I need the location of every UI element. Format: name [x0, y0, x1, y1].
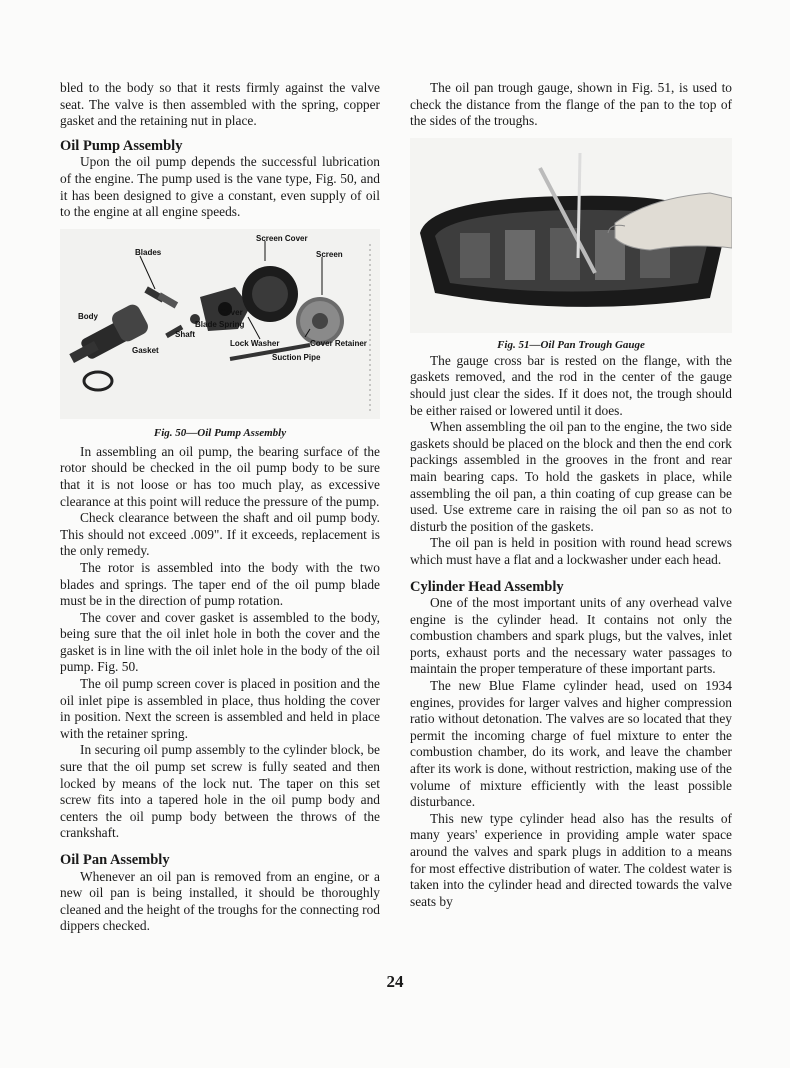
label-lock-washer: Lock Washer	[230, 338, 280, 348]
oil-pump-paragraph: The rotor is assembled into the body with the two blades and springs. The taper end of the oil pump blade must be in the direction of pump rotation.	[60, 559, 380, 609]
figure-50-caption: Fig. 50—Oil Pump Assembly	[153, 426, 287, 439]
figure-51-caption: Fig. 51—Oil Pan Trough Gauge	[497, 338, 645, 351]
oil-pump-paragraph: In assembling an oil pump, the bearing surface of the rotor should be checked in the oil pump body to be sure that it is not loose or has too much play, as excessive clearance at this point will reduce the pressure of the pump.	[60, 443, 380, 509]
oil-pan-paragraph: The oil pan trough gauge, shown in Fig. 51, is used to check the distance from the flange of the pan to the top of the sides of the troughs.	[410, 80, 732, 129]
label-screen: Screen	[316, 249, 343, 259]
cylinder-head-paragraph: One of the most important units of any overhead valve engine is the cylinder head. It contains not only the combustion chambers and spark plugs, but the valves, inlet ports, exhaust ports and the necessary water passages to maintain the proper temperature of these important parts.	[410, 595, 732, 677]
page-number: 24	[386, 972, 404, 991]
oil-pump-paragraph: In securing oil pump assembly to the cylinder block, be sure that the oil pump set screw is fully seated and then locked by means of the lock nut. The taper on this set screw fits into a tapered hole in the oil pump body and centers the oil pump body between the throws of the crankshaft.	[60, 742, 380, 841]
label-blades: Blades	[135, 247, 162, 257]
cylinder-head-paragraph: The new Blue Flame cylinder head, used on 1934 engines, provides for larger valves and higher compression ratio without detonation. The valves are so located that they permit the incoming charge of fuel mixture to enter the combustion chamber, do its work, and leave the chamber after its work is done, without restriction, making use of the volume of mixture efficiently with the least possible disturbance.	[410, 678, 732, 810]
oil-pan-heading: Oil Pan Assembly	[60, 852, 170, 868]
cylinder-head-heading: Cylinder Head Assembly	[410, 578, 564, 595]
oil-pump-paragraph: The oil pump screen cover is placed in position and the oil inlet pipe is assembled in place, thus holding the cover in position. Next the screen is assembled and held in place with the retainer spring.	[60, 676, 380, 741]
label-gasket: Gasket	[132, 345, 159, 355]
oil-pan-paragraph: The gauge cross bar is rested on the flange, with the gaskets removed, and the rod in the center of the gauge should just clear the sides. If it does not, the trough should be either raised or lowered until it does.	[410, 352, 732, 418]
cylinder-head-paragraph: This new type cylinder head also has the results of many years' experience in providing ample water space around the valves and spark plugs in addition to a means for most effective distribution of water. The coldest water is taken into the cylinder head and directed towards the valve seats by	[410, 810, 732, 909]
label-cover: Cover	[220, 307, 243, 317]
oil-pan-paragraph: Whenever an oil pan is removed from an engine, or a new oil pan is being installed, it should be thoroughly cleaned and the height of the troughs for the connecting rod dippers checked.	[60, 868, 380, 934]
figure-51-trough-gauge	[410, 138, 732, 353]
label-body: Body	[78, 311, 98, 321]
oil-pump-paragraph: The cover and cover gasket is assembled to the body, being sure that the oil inlet hole in both the cover and the gasket is in line with the oil inlet hole in the body of the oil pump. Fig. 50.	[60, 609, 380, 675]
oil-pan-paragraph: When assembling the oil pan to the engine, the two side gaskets should be placed on the block and then the end cork packings assembled in the grooves in the front and rear main bearing caps. To hold the gaskets in place, while assembling the oil pan, a thin coating of cup grease can be used. Use extreme care in raising the oil pan so as not to disturb the position of the gaskets.	[410, 419, 732, 534]
oil-pan-paragraph: The oil pan is held in position with round head screws which must have a flat and a lockwasher under each head.	[410, 535, 732, 567]
oil-pump-heading: Oil Pump Assembly	[60, 137, 183, 154]
left-column	[60, 80, 380, 935]
label-cover-retainer: Cover Retainer	[310, 338, 367, 348]
oil-pan-trough-gauge-photo	[410, 138, 732, 333]
oil-pump-paragraph: Check clearance between the shaft and oil pump body. This should not exceed .009". If it exceeds, replacement is the only remedy.	[60, 510, 380, 559]
label-screen-cover: Screen Cover	[256, 233, 308, 243]
label-suction-pipe: Suction Pipe	[272, 352, 321, 362]
right-column	[410, 80, 732, 910]
figure-50-oil-pump	[60, 229, 380, 444]
intro-paragraph: bled to the body so that it rests firmly against the valve seat. The valve is then assembled with the spring, copper gasket and the retaining nut in place.	[60, 80, 380, 129]
label-shaft: Shaft	[175, 329, 195, 339]
oil-pump-paragraph: Upon the oil pump depends the successful lubrication of the engine. The pump used is the vane type, Fig. 50, and it has been designed to give a constant, even supply of oil to the engine at all engine speeds.	[60, 154, 380, 220]
label-blade-spring: Blade Spring	[195, 319, 245, 329]
